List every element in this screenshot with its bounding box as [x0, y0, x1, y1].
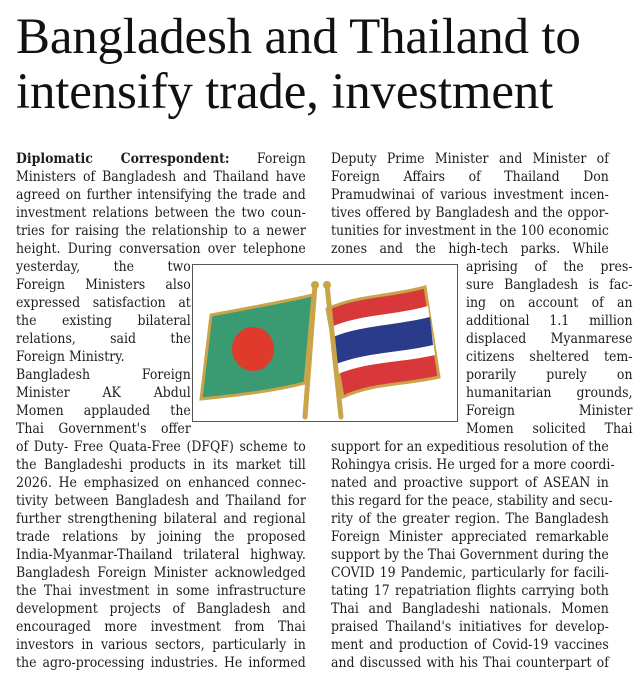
article-line: development projects of Bangladesh and — [16, 601, 306, 617]
article-line: support by the Thai Government during the — [331, 547, 609, 563]
article-line: sure Bangladesh is fac- — [466, 277, 633, 293]
article-line: rity of the greater region. The Bangladesh — [331, 511, 609, 527]
article-line: Bangladesh Foreign — [16, 367, 191, 383]
article-line: displaced Myanmarese — [466, 331, 633, 347]
article-line: Momen solicited Thai — [466, 421, 633, 437]
article-line: humanitarian grounds, — [466, 385, 633, 401]
article-line: support for an expeditious resolution of the — [331, 439, 609, 455]
article-line: additional 1.1 million — [466, 313, 633, 329]
bangladesh-flag — [201, 295, 313, 399]
byline: Diplomatic Correspondent: — [16, 151, 230, 167]
article-line: the Thai investment in some infrastructure — [16, 583, 306, 599]
headline-line-2: intensify trade, investment — [16, 64, 554, 120]
article-line: tivity between Bangladesh and Thailand for — [16, 493, 306, 509]
article-line: Minister AK Abdul — [16, 385, 191, 401]
article-line: ment and production of Covid-19 vaccines — [331, 637, 609, 653]
crossed-flags-pin-icon — [193, 265, 457, 421]
article-line: Foreign Minister appreciated remarkable — [331, 529, 609, 545]
article-line: this regard for the peace, stability and secu- — [331, 493, 613, 509]
article-line: further strengthening bilateral and regional — [16, 511, 306, 527]
article-line: 2026. He emphasized on enhanced connec- — [16, 475, 306, 491]
article-line: aprising of the pres- — [466, 259, 633, 275]
article-line: COVID 19 Pandemic, particularly for facili- — [331, 565, 609, 581]
article-line: yesterday, the two — [16, 259, 191, 275]
article-line: Deputy Prime Minister and Minister of — [331, 151, 609, 167]
article-line: encouraged more investment from Thai — [16, 619, 306, 635]
article-line: tives offered by Bangladesh and the oppor- — [331, 205, 609, 221]
article-line: the Bangladeshi products in its market till — [16, 457, 306, 473]
article-line: Ministers of Bangladesh and Thailand have — [16, 169, 306, 185]
article-line: Rohingya crisis. He urged for a more coordi- — [331, 457, 615, 473]
article-line: Foreign Ministry. — [16, 349, 125, 365]
article-line: Thai and Bangladeshi nationals. Momen — [331, 601, 609, 617]
article-line: ing on account of an — [466, 295, 633, 311]
article-line: the agro-processing industries. He informed — [16, 655, 306, 671]
article-line: trade relations by joining the proposed — [16, 529, 306, 545]
article-line: nated and proactive support of ASEAN in — [331, 475, 609, 491]
article-line: porarily purely on — [466, 367, 633, 383]
article-line: Foreign Minister — [466, 403, 633, 419]
article-line: and discussed with his Thai counterpart of — [331, 655, 609, 671]
headline-line-1: Bangladesh and Thailand to — [16, 9, 581, 65]
article-line: tunities for investment in the 100 economic — [331, 223, 609, 239]
headline — [16, 10, 631, 120]
article-line: Thai Government's offer — [16, 421, 191, 437]
article-line: investors in various sectors, particularly in — [16, 637, 306, 653]
article-line: India-Myanmar-Thailand trilateral highway. — [16, 547, 306, 563]
article-line: zones and the high-tech parks. While — [331, 241, 609, 257]
article-line: Momen applauded the — [16, 403, 191, 419]
article-line: Foreign Affairs of Thailand Don — [331, 169, 609, 185]
article-line: Pramudwinai of various investment incen- — [331, 187, 609, 203]
article-line: Bangladesh Foreign Minister acknowledged — [16, 565, 306, 581]
article-line: the existing bilateral — [16, 313, 191, 329]
article-line: relations, said the — [16, 331, 191, 347]
article-line: tries for raising the relationship to a newer — [16, 223, 306, 239]
article-line: expressed satisfaction at — [16, 295, 191, 311]
article-line: height. During conversation over telephone — [16, 241, 306, 257]
thailand-flag — [327, 287, 439, 397]
article-line: agreed on further intensifying the trade and — [16, 187, 306, 203]
article-line — [16, 150, 306, 168]
crossed-flags-photo — [192, 264, 458, 422]
article-line: praised Thailand's initiatives for develop- — [331, 619, 609, 635]
article-line: tating 17 repatriation flights carrying both — [331, 583, 609, 599]
article-line: citizens sheltered tem- — [466, 349, 633, 365]
article-line: of Duty- Free Quata-Free (DFQF) scheme to — [16, 439, 306, 455]
article-text: Foreign — [256, 151, 306, 167]
article-line: Foreign Ministers also — [16, 277, 191, 293]
article-line: investment relations between the two coun- — [16, 205, 306, 221]
